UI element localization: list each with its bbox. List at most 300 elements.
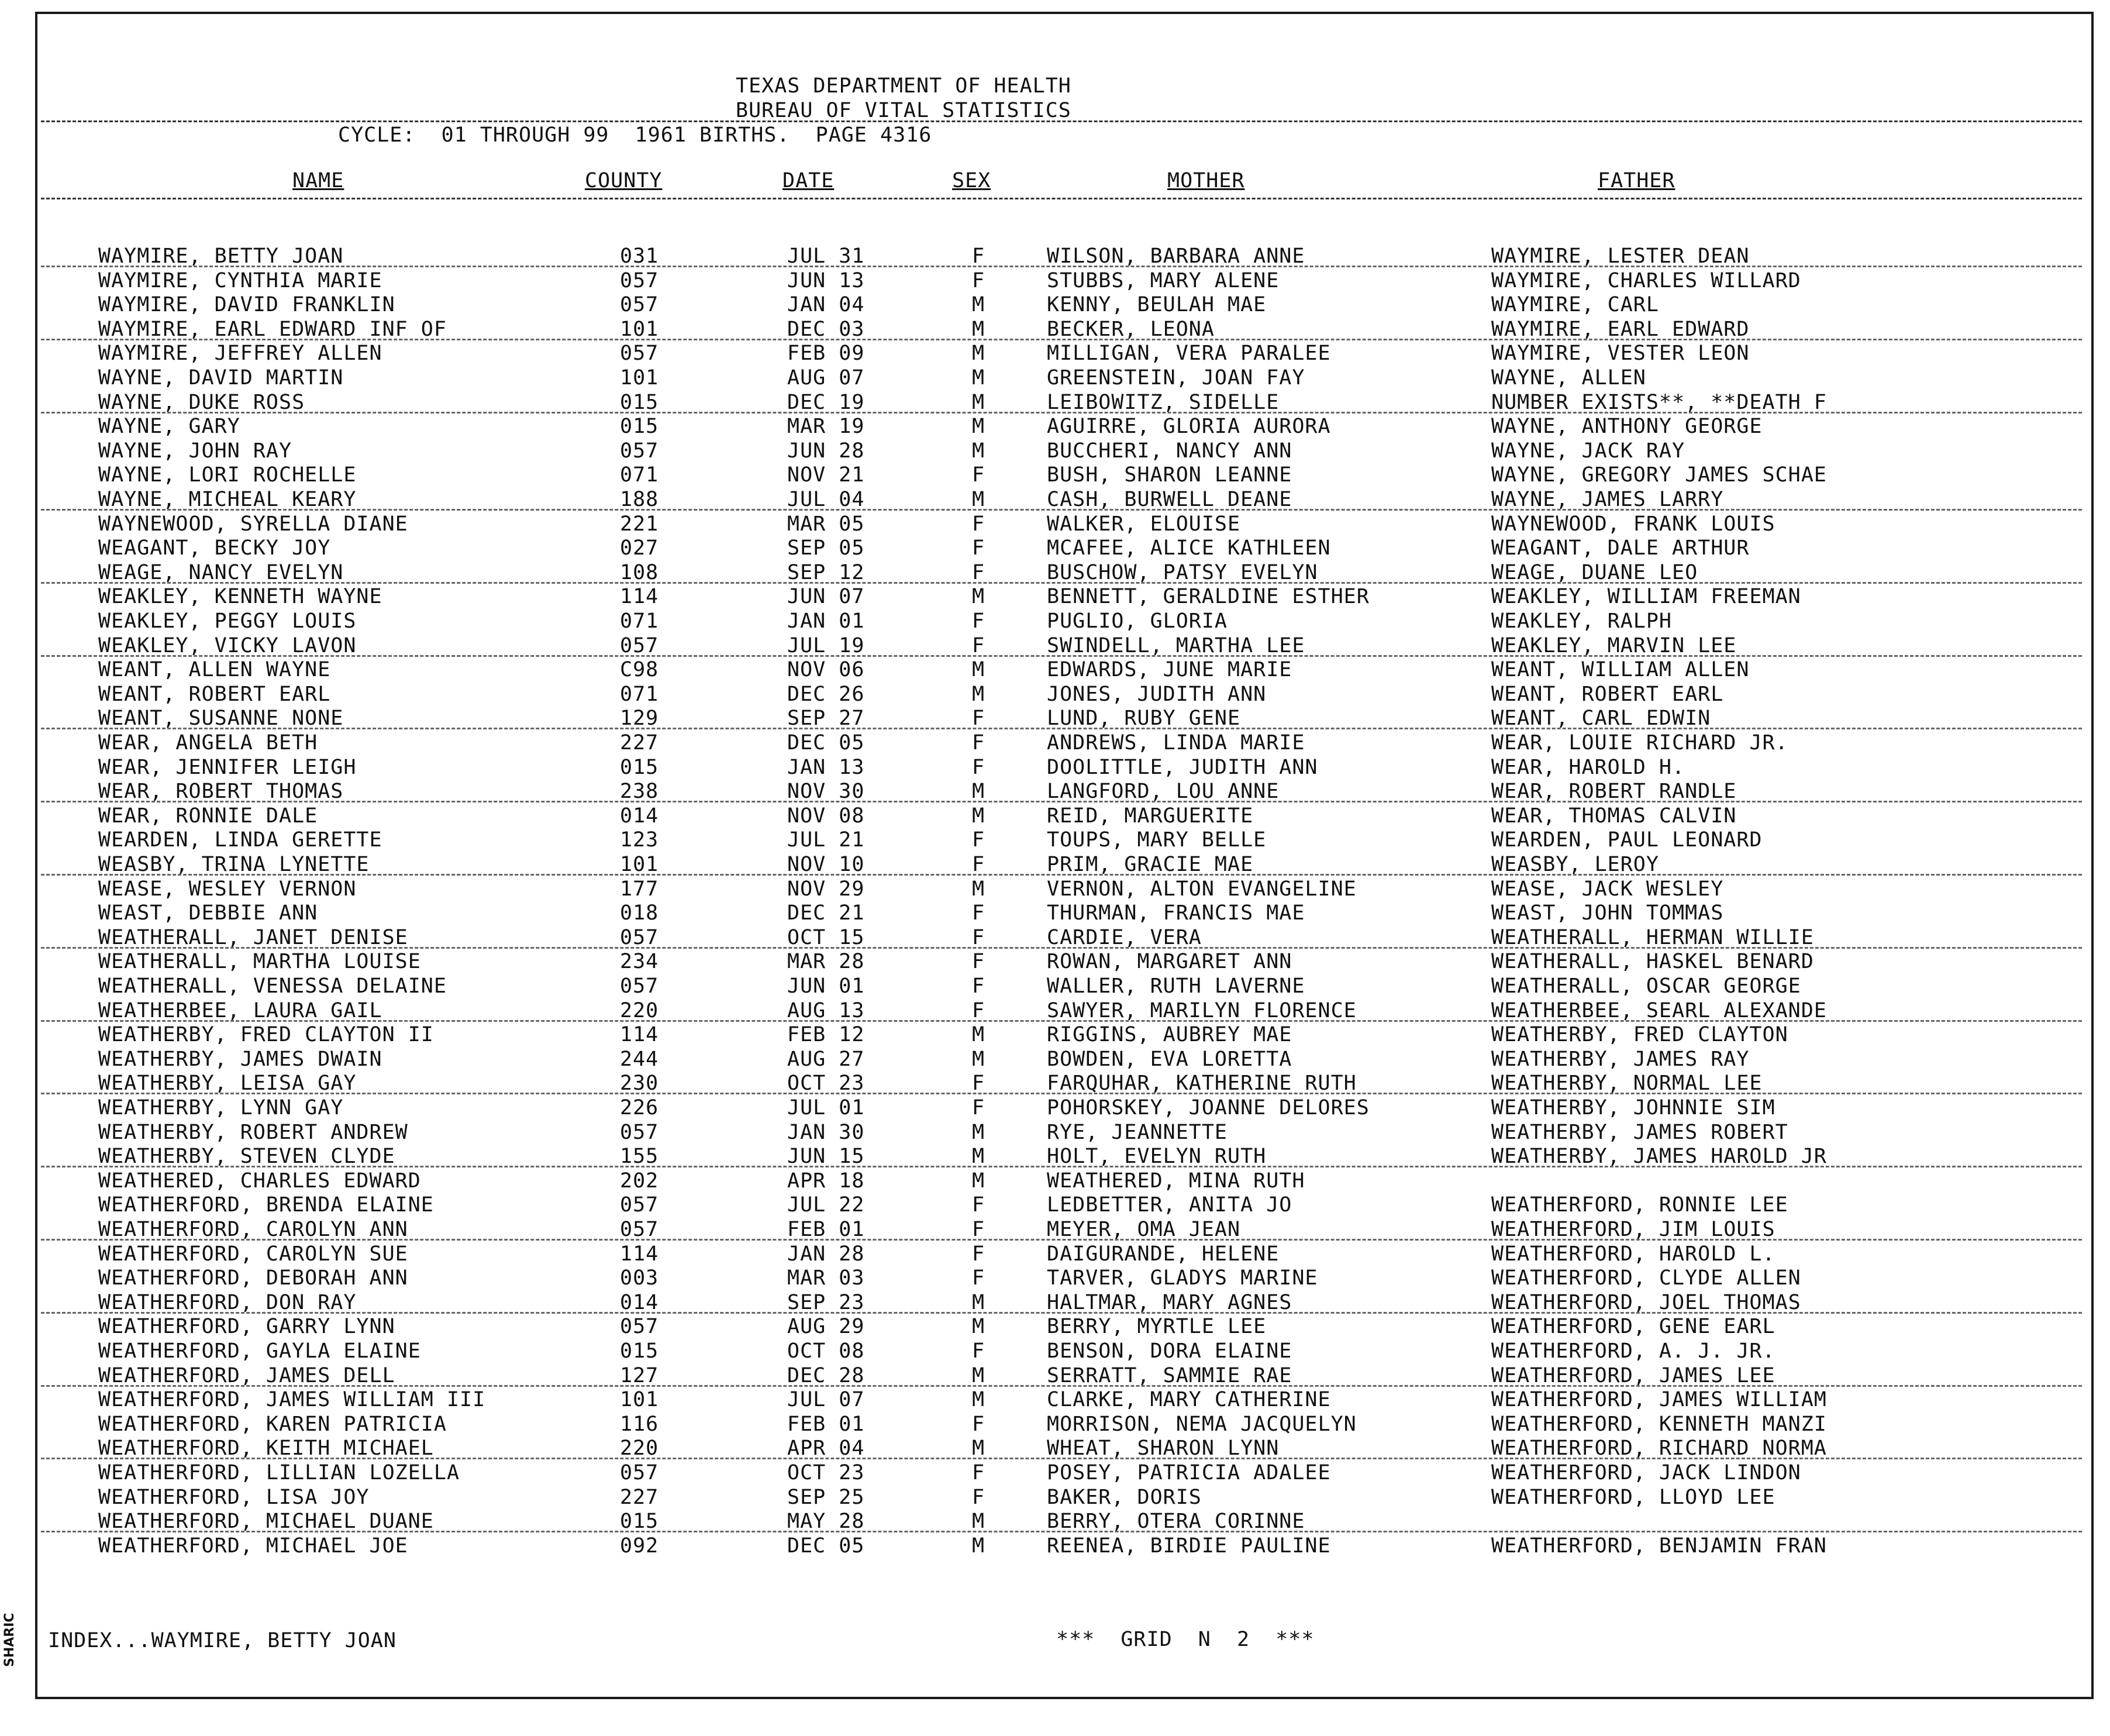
cell-father: WAYNE, ANTHONY GEORGE xyxy=(1491,415,1763,438)
cell-county: 057 xyxy=(620,1461,659,1484)
cell-county: 057 xyxy=(620,439,659,463)
cell-father: WEATHERFORD, HAROLD L. xyxy=(1491,1242,1775,1266)
cell-sex: F xyxy=(972,974,985,998)
cell-name: WEATHERFORD, JAMES DELL xyxy=(98,1364,395,1387)
cell-date: MAY 28 xyxy=(787,1510,865,1533)
cell-county: C98 xyxy=(620,658,659,681)
cell-mother: WILSON, BARBARA ANNE xyxy=(1047,244,1305,268)
cell-county: 101 xyxy=(620,366,659,390)
cell-sex: F xyxy=(972,756,985,779)
cell-sex: F xyxy=(972,609,985,633)
cell-father: WEAR, HAROLD H. xyxy=(1491,756,1685,779)
cell-name: WEATHERBY, LYNN GAY xyxy=(98,1096,344,1120)
cell-mother: WEATHERED, MINA RUTH xyxy=(1047,1169,1305,1193)
cell-father: WEARDEN, PAUL LEONARD xyxy=(1491,828,1763,852)
cell-mother: LEIBOWITZ, SIDELLE xyxy=(1047,391,1280,414)
table-row xyxy=(0,585,2110,609)
cell-sex: M xyxy=(972,683,985,706)
cell-mother: TARVER, GLADYS MARINE xyxy=(1047,1266,1318,1290)
cell-mother: ANDREWS, LINDA MARIE xyxy=(1047,731,1305,755)
cell-mother: KENNY, BEULAH MAE xyxy=(1047,293,1267,316)
print-rule xyxy=(41,509,2082,511)
cell-sex: M xyxy=(972,415,985,438)
cell-mother: REENEA, BIRDIE PAULINE xyxy=(1047,1534,1331,1558)
cell-father: WEATHERFORD, JAMES WILLIAM xyxy=(1491,1388,1827,1411)
print-rule xyxy=(41,339,2082,340)
cell-date: SEP 25 xyxy=(787,1486,865,1509)
cell-mother: WHEAT, SHARON LYNN xyxy=(1047,1437,1280,1460)
cell-father: WEATHERFORD, CLYDE ALLEN xyxy=(1491,1266,1801,1290)
cell-county: 014 xyxy=(620,1291,659,1314)
cell-mother: DOOLITTLE, JUDITH ANN xyxy=(1047,756,1318,779)
cell-mother: THURMAN, FRANCIS MAE xyxy=(1047,901,1305,925)
cell-mother: CARDIE, VERA xyxy=(1047,926,1202,949)
cell-name: WEATHERBEE, LAURA GAIL xyxy=(98,999,382,1022)
cell-sex: M xyxy=(972,780,985,803)
cell-county: 227 xyxy=(620,1486,659,1509)
table-row xyxy=(0,658,2110,682)
cell-sex: M xyxy=(972,877,985,901)
cell-date: AUG 07 xyxy=(787,366,865,390)
cell-name: WEANT, ALLEN WAYNE xyxy=(98,658,331,681)
cell-mother: BERRY, OTERA CORINNE xyxy=(1047,1510,1305,1533)
cell-date: DEC 21 xyxy=(787,901,865,925)
cell-sex: F xyxy=(972,1339,985,1363)
table-row xyxy=(0,999,2110,1023)
cell-name: WAYNE, JOHN RAY xyxy=(98,439,292,463)
cell-sex: F xyxy=(972,244,985,268)
cell-county: 220 xyxy=(620,999,659,1022)
cell-father: NUMBER EXISTS**, **DEATH F xyxy=(1491,391,1827,414)
cell-date: AUG 29 xyxy=(787,1315,865,1338)
table-row xyxy=(0,391,2110,415)
cell-mother: BUSH, SHARON LEANNE xyxy=(1047,463,1292,487)
cell-date: DEC 05 xyxy=(787,731,865,755)
cell-sex: F xyxy=(972,269,985,292)
grid-footer: *** GRID N 2 *** xyxy=(1056,1628,1315,1651)
cell-name: WEAST, DEBBIE ANN xyxy=(98,901,318,925)
cell-date: AUG 27 xyxy=(787,1048,865,1071)
cell-mother: BOWDEN, EVA LORETTA xyxy=(1047,1048,1292,1071)
cell-date: JAN 13 xyxy=(787,756,865,779)
cell-name: WEAR, RONNIE DALE xyxy=(98,804,318,828)
cell-date: AUG 13 xyxy=(787,999,865,1022)
cell-sex: F xyxy=(972,926,985,949)
cell-sex: F xyxy=(972,1486,985,1509)
cell-county: 202 xyxy=(620,1169,659,1193)
table-row xyxy=(0,512,2110,536)
cell-county: 238 xyxy=(620,780,659,803)
table-row xyxy=(0,707,2110,731)
cell-father: WAYNE, GREGORY JAMES SCHAE xyxy=(1491,463,1827,487)
cell-date: JUN 28 xyxy=(787,439,865,463)
cell-county: 057 xyxy=(620,1315,659,1338)
cell-county: 015 xyxy=(620,415,659,438)
cell-date: JUN 07 xyxy=(787,585,865,608)
cell-county: 057 xyxy=(620,293,659,316)
cell-father: WEANT, WILLIAM ALLEN xyxy=(1491,658,1750,681)
cell-date: APR 18 xyxy=(787,1169,865,1193)
cell-date: MAR 19 xyxy=(787,415,865,438)
table-row xyxy=(0,1096,2110,1120)
table-row xyxy=(0,756,2110,780)
column-header-rule xyxy=(41,198,2082,199)
cell-date: MAR 05 xyxy=(787,512,865,536)
cell-father: WEAST, JOHN TOMMAS xyxy=(1491,901,1724,925)
cell-date: JAN 01 xyxy=(787,609,865,633)
cell-county: 114 xyxy=(620,1023,659,1046)
table-row xyxy=(0,1315,2110,1339)
cell-date: DEC 19 xyxy=(787,391,865,414)
table-row xyxy=(0,731,2110,755)
table-row xyxy=(0,780,2110,804)
cell-name: WEANT, SUSANNE NONE xyxy=(98,707,344,730)
table-row xyxy=(0,561,2110,585)
table-row xyxy=(0,1218,2110,1242)
cell-name: WAYNEWOOD, SYRELLA DIANE xyxy=(98,512,408,536)
table-row xyxy=(0,950,2110,974)
cell-county: 015 xyxy=(620,756,659,779)
cell-sex: M xyxy=(972,1510,985,1533)
cell-county: 114 xyxy=(620,1242,659,1266)
table-row xyxy=(0,366,2110,390)
cell-sex: M xyxy=(972,1121,985,1144)
cell-father: WEATHERBY, JAMES HAROLD JR xyxy=(1491,1145,1827,1168)
cell-sex: F xyxy=(972,463,985,487)
print-rule xyxy=(41,1093,2082,1094)
table-row xyxy=(0,1437,2110,1461)
print-rule xyxy=(41,266,2082,267)
cell-mother: DAIGURANDE, HELENE xyxy=(1047,1242,1280,1266)
cell-county: 057 xyxy=(620,634,659,657)
cell-mother: WALLER, RUTH LAVERNE xyxy=(1047,974,1305,998)
cell-date: JAN 30 xyxy=(787,1121,865,1144)
side-label: SHARIC xyxy=(2,1613,17,1667)
table-row xyxy=(0,804,2110,828)
print-rule xyxy=(41,947,2082,949)
cell-county: 116 xyxy=(620,1413,659,1436)
table-row xyxy=(0,1121,2110,1145)
table-row xyxy=(0,853,2110,877)
cell-mother: SERRATT, SAMMIE RAE xyxy=(1047,1364,1292,1387)
cell-mother: MEYER, OMA JEAN xyxy=(1047,1218,1241,1241)
cell-father: WEATHERALL, OSCAR GEORGE xyxy=(1491,974,1801,998)
cell-mother: BERRY, MYRTLE LEE xyxy=(1047,1315,1267,1338)
cell-date: DEC 03 xyxy=(787,318,865,341)
cell-sex: F xyxy=(972,707,985,730)
cell-sex: F xyxy=(972,1193,985,1217)
cell-name: WEATHERFORD, CAROLYN SUE xyxy=(98,1242,408,1266)
cell-sex: F xyxy=(972,1096,985,1120)
cell-sex: F xyxy=(972,1413,985,1436)
cell-county: 071 xyxy=(620,463,659,487)
cell-date: NOV 10 xyxy=(787,853,865,876)
cell-father: WEATHERFORD, JACK LINDON xyxy=(1491,1461,1801,1484)
cell-name: WEAGE, NANCY EVELYN xyxy=(98,561,344,584)
cell-sex: M xyxy=(972,391,985,414)
cell-county: 092 xyxy=(620,1534,659,1558)
cell-mother: TOUPS, MARY BELLE xyxy=(1047,828,1267,852)
cell-mother: SWINDELL, MARTHA LEE xyxy=(1047,634,1305,657)
table-row xyxy=(0,244,2110,268)
cell-father: WEATHERFORD, BENJAMIN FRAN xyxy=(1491,1534,1827,1558)
cell-date: JAN 28 xyxy=(787,1242,865,1266)
table-row xyxy=(0,1048,2110,1072)
cell-name: WEAKLEY, KENNETH WAYNE xyxy=(98,585,382,608)
cell-father: WEANT, ROBERT EARL xyxy=(1491,683,1724,706)
cell-name: WEATHERBY, LEISA GAY xyxy=(98,1072,357,1095)
cell-date: NOV 08 xyxy=(787,804,865,828)
cell-county: 155 xyxy=(620,1145,659,1168)
print-rule xyxy=(41,1458,2082,1459)
cell-mother: HOLT, EVELYN RUTH xyxy=(1047,1145,1267,1168)
cell-mother: VERNON, ALTON EVANGELINE xyxy=(1047,877,1357,901)
cell-name: WEATHERBY, ROBERT ANDREW xyxy=(98,1121,408,1144)
cell-date: NOV 30 xyxy=(787,780,865,803)
cell-date: NOV 21 xyxy=(787,463,865,487)
cell-name: WEAR, JENNIFER LEIGH xyxy=(98,756,357,779)
cell-county: 108 xyxy=(620,561,659,584)
cell-mother: BENNETT, GERALDINE ESTHER xyxy=(1047,585,1370,608)
table-row xyxy=(0,1486,2110,1510)
cell-mother: LUND, RUBY GENE xyxy=(1047,707,1241,730)
cell-county: 188 xyxy=(620,488,659,511)
cell-name: WEATHERFORD, MICHAEL DUANE xyxy=(98,1510,434,1533)
cell-mother: PRIM, GRACIE MAE xyxy=(1047,853,1254,876)
cell-date: JUL 22 xyxy=(787,1193,865,1217)
table-row xyxy=(0,1193,2110,1217)
cell-sex: F xyxy=(972,512,985,536)
cell-sex: M xyxy=(972,1048,985,1071)
cell-sex: F xyxy=(972,901,985,925)
cell-name: WAYMIRE, JEFFREY ALLEN xyxy=(98,342,382,365)
cell-name: WEATHERBY, FRED CLAYTON II xyxy=(98,1023,434,1046)
print-rule xyxy=(41,1239,2082,1241)
cell-date: JUL 04 xyxy=(787,488,865,511)
cell-name: WAYNE, DUKE ROSS xyxy=(98,391,305,414)
cell-mother: STUBBS, MARY ALENE xyxy=(1047,269,1280,292)
cell-date: MAR 03 xyxy=(787,1266,865,1290)
cell-date: JUL 19 xyxy=(787,634,865,657)
cell-sex: M xyxy=(972,488,985,511)
cell-name: WEAR, ANGELA BETH xyxy=(98,731,318,755)
cell-father: WEATHERBY, NORMAL LEE xyxy=(1491,1072,1763,1095)
cell-sex: M xyxy=(972,1534,985,1558)
cell-father: WEATHERFORD, KENNETH MANZI xyxy=(1491,1413,1827,1436)
cell-sex: F xyxy=(972,561,985,584)
cell-sex: M xyxy=(972,1291,985,1314)
cell-county: 057 xyxy=(620,1121,659,1144)
print-rule xyxy=(41,728,2082,729)
cell-name: WEATHERBY, JAMES DWAIN xyxy=(98,1048,382,1071)
cell-mother: JONES, JUDITH ANN xyxy=(1047,683,1267,706)
cell-sex: M xyxy=(972,366,985,390)
cell-name: WAYNE, DAVID MARTIN xyxy=(98,366,344,390)
cell-mother: PUGLIO, GLORIA xyxy=(1047,609,1228,633)
cell-father: WEATHERFORD, A. J. JR. xyxy=(1491,1339,1775,1363)
table-row xyxy=(0,439,2110,463)
cell-sex: F xyxy=(972,731,985,755)
header-dashed-rule xyxy=(41,120,2082,122)
cell-name: WEATHERFORD, LILLIAN LOZELLA xyxy=(98,1461,460,1484)
cell-name: WEATHERFORD, KEITH MICHAEL xyxy=(98,1437,434,1460)
cell-date: JUN 15 xyxy=(787,1145,865,1168)
cell-sex: F xyxy=(972,1461,985,1484)
cell-county: 221 xyxy=(620,512,659,536)
cell-sex: F xyxy=(972,1266,985,1290)
cell-mother: LANGFORD, LOU ANNE xyxy=(1047,780,1280,803)
cycle-line: CYCLE: 01 THROUGH 99 1961 BIRTHS. PAGE 4316 xyxy=(338,123,932,147)
print-rule xyxy=(41,874,2082,876)
cell-father: WEATHERALL, HERMAN WILLIE xyxy=(1491,926,1814,949)
column-header-father: FATHER xyxy=(1598,169,1675,192)
cell-name: WAYMIRE, BETTY JOAN xyxy=(98,244,344,268)
cell-county: 057 xyxy=(620,926,659,949)
cell-father: WEAR, ROBERT RANDLE xyxy=(1491,780,1737,803)
cell-mother: MCAFEE, ALICE KATHLEEN xyxy=(1047,536,1331,560)
cell-mother: FARQUHAR, KATHERINE RUTH xyxy=(1047,1072,1357,1095)
cell-father: WEATHERBY, JAMES RAY xyxy=(1491,1048,1750,1071)
cell-county: 015 xyxy=(620,1339,659,1363)
cell-father: WEATHERALL, HASKEL BENARD xyxy=(1491,950,1814,973)
cell-name: WEATHERFORD, BRENDA ELAINE xyxy=(98,1193,434,1217)
cell-sex: F xyxy=(972,828,985,852)
cell-county: 057 xyxy=(620,342,659,365)
table-row xyxy=(0,1364,2110,1388)
table-row xyxy=(0,1291,2110,1315)
cell-date: JUN 13 xyxy=(787,269,865,292)
cell-father: WAYNE, JAMES LARRY xyxy=(1491,488,1724,511)
cell-date: OCT 08 xyxy=(787,1339,865,1363)
cell-sex: F xyxy=(972,1072,985,1095)
cell-mother: MORRISON, NEMA JACQUELYN xyxy=(1047,1413,1357,1436)
cell-father: WAYMIRE, EARL EDWARD xyxy=(1491,318,1750,341)
cell-county: 101 xyxy=(620,853,659,876)
cell-father: WEANT, CARL EDWIN xyxy=(1491,707,1711,730)
cell-sex: F xyxy=(972,634,985,657)
cell-father: WEAR, THOMAS CALVIN xyxy=(1491,804,1737,828)
cell-name: WEATHERFORD, DON RAY xyxy=(98,1291,357,1314)
cell-name: WEARDEN, LINDA GERETTE xyxy=(98,828,382,852)
cell-sex: M xyxy=(972,1364,985,1387)
table-row xyxy=(0,1534,2110,1558)
cell-date: OCT 15 xyxy=(787,926,865,949)
cell-mother: BUCCHERI, NANCY ANN xyxy=(1047,439,1292,463)
cell-county: 071 xyxy=(620,683,659,706)
table-row xyxy=(0,683,2110,707)
table-row xyxy=(0,1266,2110,1290)
cell-county: 015 xyxy=(620,1510,659,1533)
cell-sex: F xyxy=(972,1242,985,1266)
cell-name: WEATHERALL, MARTHA LOUISE xyxy=(98,950,421,973)
cell-date: APR 04 xyxy=(787,1437,865,1460)
cell-father: WAYMIRE, VESTER LEON xyxy=(1491,342,1750,365)
cell-mother: LEDBETTER, ANITA JO xyxy=(1047,1193,1292,1217)
cell-county: 220 xyxy=(620,1437,659,1460)
cell-name: WEANT, ROBERT EARL xyxy=(98,683,331,706)
cell-sex: M xyxy=(972,1145,985,1168)
table-row xyxy=(0,463,2110,487)
table-row xyxy=(0,293,2110,317)
cell-date: JUL 07 xyxy=(787,1388,865,1411)
table-row xyxy=(0,1461,2110,1485)
print-rule xyxy=(41,1020,2082,1022)
cell-date: MAR 28 xyxy=(787,950,865,973)
cell-name: WEATHERFORD, KAREN PATRICIA xyxy=(98,1413,447,1436)
cell-mother: BAKER, DORIS xyxy=(1047,1486,1202,1509)
cell-father: WEASE, JACK WESLEY xyxy=(1491,877,1724,901)
table-row xyxy=(0,1339,2110,1363)
table-row xyxy=(0,877,2110,901)
cell-county: 057 xyxy=(620,1218,659,1241)
cell-father: WEASBY, LEROY xyxy=(1491,853,1659,876)
cell-county: 057 xyxy=(620,1193,659,1217)
cell-name: WAYMIRE, DAVID FRANKLIN xyxy=(98,293,395,316)
cell-mother: REID, MARGUERITE xyxy=(1047,804,1254,828)
table-row xyxy=(0,1169,2110,1193)
cell-father: WEAR, LOUIE RICHARD JR. xyxy=(1491,731,1788,755)
cell-name: WEATHERALL, JANET DENISE xyxy=(98,926,408,949)
cell-name: WEATHERALL, VENESSA DELAINE xyxy=(98,974,447,998)
cell-mother: RIGGINS, AUBREY MAE xyxy=(1047,1023,1292,1046)
cell-county: 027 xyxy=(620,536,659,560)
cell-name: WAYMIRE, EARL EDWARD INF OF xyxy=(98,318,447,341)
cell-name: WAYNE, GARY xyxy=(98,415,240,438)
cell-father: WAYNE, JACK RAY xyxy=(1491,439,1685,463)
cell-father: WEATHERFORD, RONNIE LEE xyxy=(1491,1193,1788,1217)
cell-name: WEAKLEY, PEGGY LOUIS xyxy=(98,609,357,633)
table-row xyxy=(0,1023,2110,1047)
cell-sex: M xyxy=(972,585,985,608)
cell-father: WEATHERBEE, SEARL ALEXANDE xyxy=(1491,999,1827,1022)
print-rule xyxy=(41,801,2082,802)
cell-sex: M xyxy=(972,1437,985,1460)
cell-mother: POSEY, PATRICIA ADALEE xyxy=(1047,1461,1331,1484)
table-row xyxy=(0,974,2110,998)
cell-name: WEAKLEY, VICKY LAVON xyxy=(98,634,357,657)
cell-date: FEB 12 xyxy=(787,1023,865,1046)
table-row xyxy=(0,415,2110,439)
cell-county: 015 xyxy=(620,391,659,414)
cell-date: JUL 31 xyxy=(787,244,865,268)
cell-county: 127 xyxy=(620,1364,659,1387)
cell-name: WEATHERFORD, GARRY LYNN xyxy=(98,1315,395,1338)
table-row xyxy=(0,269,2110,293)
table-row xyxy=(0,901,2110,925)
cell-father: WEATHERFORD, JAMES LEE xyxy=(1491,1364,1775,1387)
table-row xyxy=(0,1242,2110,1266)
print-rule xyxy=(41,1166,2082,1167)
cell-father: WAYMIRE, LESTER DEAN xyxy=(1491,244,1750,268)
cell-father: WEAGE, DUANE LEO xyxy=(1491,561,1698,584)
cell-county: 003 xyxy=(620,1266,659,1290)
cell-name: WEATHERFORD, DEBORAH ANN xyxy=(98,1266,408,1290)
cell-date: DEC 28 xyxy=(787,1364,865,1387)
table-row xyxy=(0,536,2110,560)
cell-county: 227 xyxy=(620,731,659,755)
column-header-name: NAME xyxy=(292,169,344,192)
cell-mother: POHORSKEY, JOANNE DELORES xyxy=(1047,1096,1370,1120)
cell-date: SEP 23 xyxy=(787,1291,865,1314)
cell-mother: BUSCHOW, PATSY EVELYN xyxy=(1047,561,1318,584)
cell-date: SEP 12 xyxy=(787,561,865,584)
cell-date: SEP 27 xyxy=(787,707,865,730)
cell-county: 014 xyxy=(620,804,659,828)
cell-father: WEAKLEY, MARVIN LEE xyxy=(1491,634,1737,657)
cell-county: 071 xyxy=(620,609,659,633)
cell-county: 177 xyxy=(620,877,659,901)
cell-mother: GREENSTEIN, JOAN FAY xyxy=(1047,366,1305,390)
